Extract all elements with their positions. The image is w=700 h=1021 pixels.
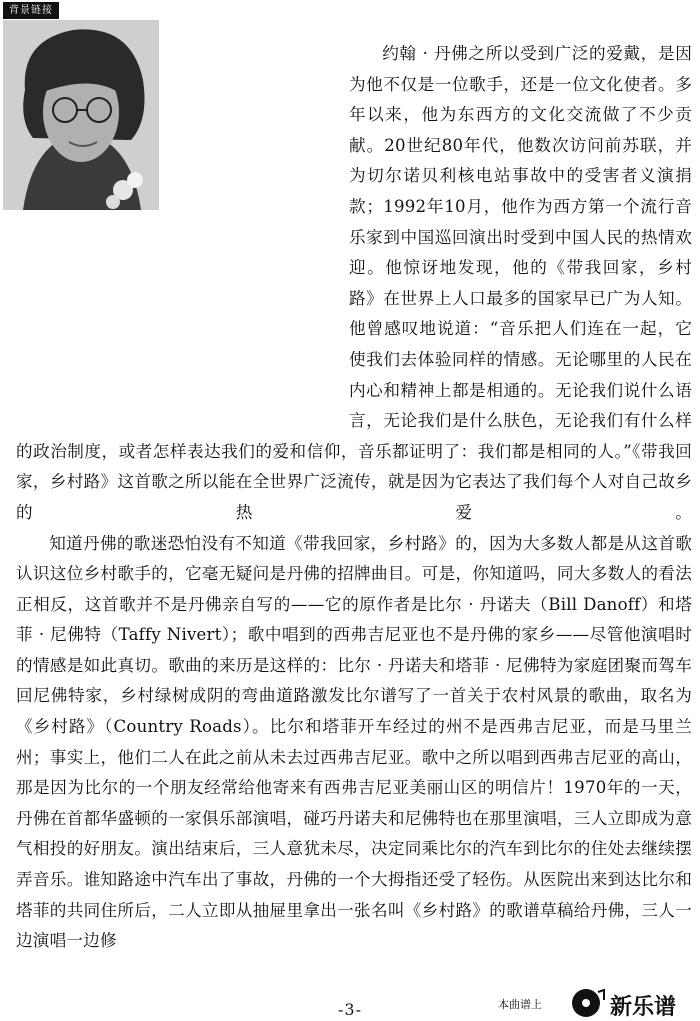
- source-label: 本曲谱上: [498, 998, 542, 1011]
- article-body: [16, 39, 692, 957]
- site-logo: [570, 988, 698, 1018]
- section-tag: 背景链接: [3, 2, 59, 19]
- disc-icon: [570, 988, 606, 1018]
- article-paragraph-1: 约翰 · 丹佛之所以受到广泛的爱戴，是因为他不仅是一位歌手，还是一位文化使者。多年以来，他为东西方的文化交流做了不少贡献。20世纪80年代，他数次访问前苏联，并为切尔诺贝利核电站事故中的受害者义演捐款；1992年10月，他作为西方第一个流行音乐家到中国巡回演出时受到中国人民的热情欢迎。他惊讶地发现，他的《带我回家，乡村路》在世界上人口最多的国家早已广为人知。他曾感叹地说道：“音乐把人们连在一起，它使我们去体验同样的情感。无论哪里的人民在内心和精神上都是相通的。无论我们说什么语言，无论我们是什么肤色，无论我们有什么样的政治制度，或者怎样表达我们的爱和信仰，音乐都证明了：我们都是相同的人。”《带我回家，乡村路》这首歌之所以能在全世界广泛流传，就是因为它表达了我们每个人对自己故乡的热爱。: [16, 44, 692, 522]
- page-number: -3-: [338, 1000, 362, 1019]
- photo-spacer: [16, 39, 349, 429]
- article-paragraph-2: 知道丹佛的歌迷恐怕没有不知道《带我回家，乡村路》的，因为大多数人都是从这首歌认识这位乡村歌手的，它毫无疑问是丹佛的招牌曲目。可是，你知道吗，同大多数人的看法正相反，这首歌并不是丹佛亲自写的——它的原作者是比尔 · 丹诺夫（Bill Danoff）和塔菲 · 尼佛特（Taffy Nivert）；歌中唱到的西弗吉尼亚也不是丹佛的家乡——尽管他演唱时的情感是如此真切。歌曲的来历是这样的：比尔 · 丹诺夫和塔菲 · 尼佛特为家庭团聚而驾车回尼佛特家，乡村绿树成阴的弯曲道路激发比尔谱写了一首关于农村风景的歌曲，取名为《乡村路》（Country Roads）。比尔和塔菲开车经过的州不是西弗吉尼亚，而是马里兰州；事实上，他们二人在此之前从未去过西弗吉尼亚。歌中之所以唱到西弗吉尼亚的高山，那是因为比尔的一个朋友经常给他寄来有西弗吉尼亚美丽山区的明信片！1970年的一天，丹佛在首都华盛顿的一家俱乐部演唱，碰巧丹诺夫和尼佛特也在那里演唱，三人立即成为意气相投的好朋友。演出结束后，三人意犹未尽，决定同乘比尔的汽车到比尔的住处去继续摆弄音乐。谁知路途中汽车出了事故，丹佛的一个大拇指还受了轻伤。从医院出来到达比尔和塔菲的共同住所后，二人立即从抽屉里拿出一张名叫《乡村路》的歌谱草稿给丹佛，三人一边演唱一边修: [16, 533, 692, 951]
- logo-text: 新乐谱: [610, 995, 677, 1020]
